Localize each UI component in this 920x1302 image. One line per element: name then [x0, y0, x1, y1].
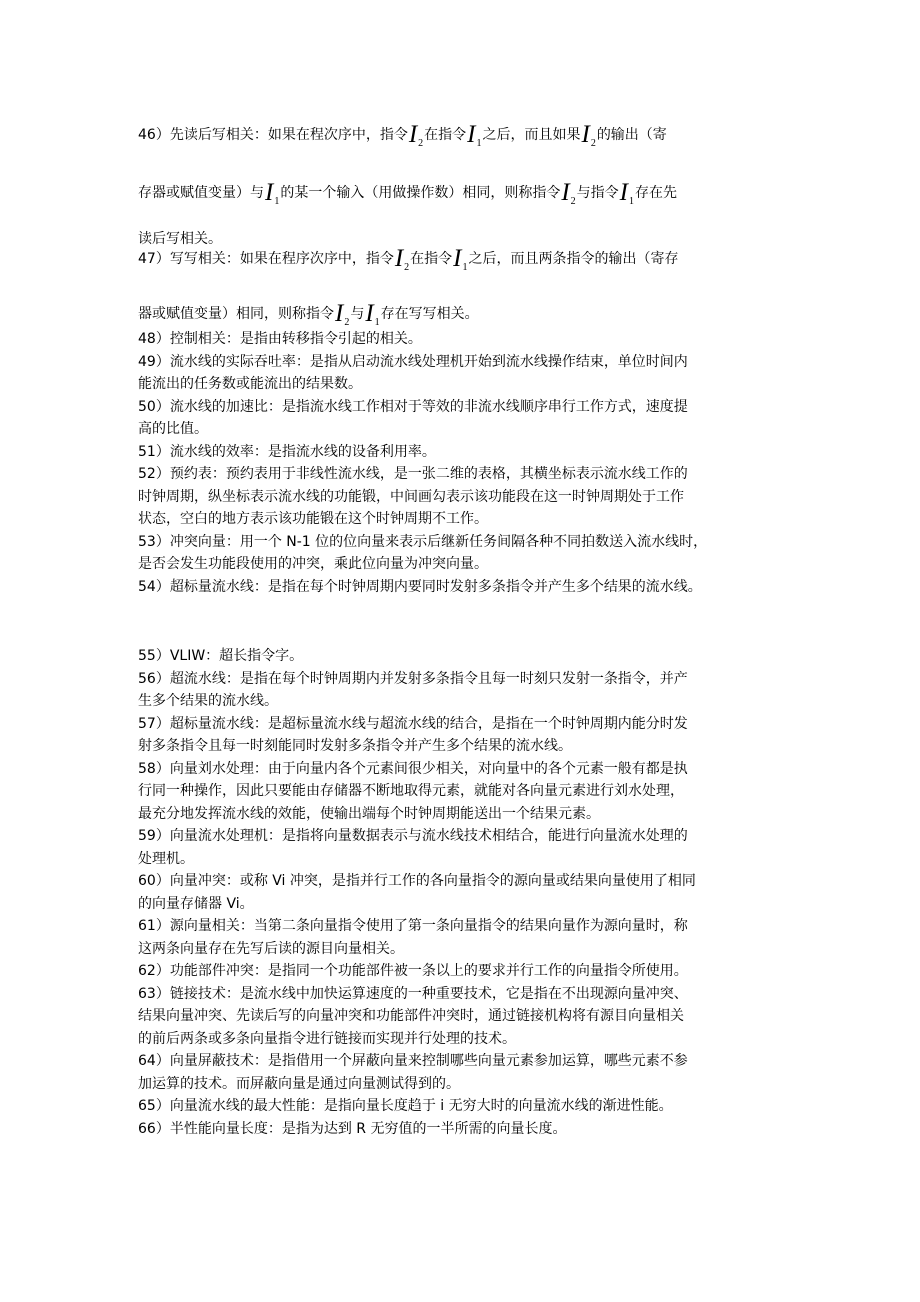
- definition-line: 这两条向量存在先写后读的源目向量相关。: [138, 940, 404, 957]
- var-i2: $I_2$: [581, 121, 596, 149]
- definition-item: [138, 915, 788, 960]
- var-i2: $I_2$: [561, 179, 576, 207]
- definition-line: 60）向量冲突：或称 Vi 冲突，是指并行工作的各向量指令的源向量或结果向量使用了相同: [138, 873, 696, 889]
- definition-line: 53）冲突向量：用一个 N-1 位的位向量来表示后继新任务间隔各种不同拍数送入流水线时，: [138, 533, 708, 550]
- definition-item: [138, 576, 788, 599]
- definition-line: 66）半性能向量长度：是指为达到 R 无穷值的一半所需的向量长度。: [138, 1120, 567, 1137]
- definition-line: 的向量存储器 Vi。: [138, 895, 254, 912]
- var-i1: $I_1$: [619, 179, 634, 207]
- definition-line: 射多条指令且每一时刻能同时发射多条指令并产生多个结果的流水线。: [138, 738, 572, 754]
- text-segment: 47）写写相关：如果在程序次序中，指令: [138, 251, 394, 267]
- definition-item: [138, 1050, 788, 1095]
- text-segment: 存在先: [634, 185, 677, 201]
- definition-line: 生多个结果的流水线。: [138, 693, 278, 709]
- definition-item: [138, 1118, 788, 1141]
- text-segment: 在指令: [410, 251, 453, 267]
- var-i2: $I_2$: [408, 121, 424, 149]
- definition-item: [138, 960, 788, 983]
- definitions-48-54: [138, 328, 788, 598]
- definition-line: 65）向量流水线的最大性能：是指向量长度趋于 i 无穷大时的向量流水线的渐进性能。: [138, 1098, 673, 1114]
- text-segment: 之后，而且两条指令的输出（寄存: [468, 251, 679, 267]
- text-segment: 在指令: [424, 127, 467, 143]
- definition-line: 加运算的技术。而屏蔽向量是通过向量测试得到的。: [138, 1075, 460, 1092]
- definition-line: 结果向量冲突、先读后写的向量冲突和功能部件冲突时，通过链接机构将有源目向量相关: [138, 1008, 684, 1024]
- var-i2: $I_2$: [335, 300, 350, 328]
- definition-line: 48）控制相关：是指由转移指令引起的相关。: [138, 331, 422, 347]
- definition-item: [138, 328, 788, 351]
- text-segment: 存在写写相关。: [380, 306, 479, 322]
- definition-line: 54）超标量流水线：是指在每个时钟周期内要同时发射多条指令并产生多个结果的流水线。: [138, 578, 702, 595]
- var-i1: $I_1$: [365, 300, 380, 328]
- var-i1: $I_1$: [265, 179, 280, 207]
- definition-item: [138, 441, 788, 464]
- definition-line: 49）流水线的实际吞吐率：是指从启动流水线处理机开始到流水线操作结束，单位时间内: [138, 353, 688, 370]
- definition-line: 61）源向量相关：当第二条向量指令使用了第一条向量指令的结果向量作为源向量时，称: [138, 918, 688, 934]
- text-segment: 与指令: [576, 185, 619, 201]
- definition-line: 处理机。: [138, 850, 194, 867]
- definition-line: 58）向量刘水处理：由于向量内各个元素间很少相关，对向量中的各个元素一般有都是执: [138, 760, 688, 777]
- definition-line: 状态，空白的地方表示该功能锻在这个时钟周期不工作。: [138, 511, 488, 527]
- definition-47-line-1: [138, 236, 788, 281]
- definition-item: [138, 396, 788, 441]
- definition-line: 高的比值。: [138, 421, 208, 437]
- definition-line: 能流出的任务数或能流出的结果数。: [138, 376, 362, 392]
- definition-item: [138, 463, 788, 531]
- definition-line: 时钟周期，纵坐标表示流水线的功能锻，中间画勾表示该功能段在这一时钟周期处于工作: [138, 488, 684, 505]
- var-i1: $I_1$: [467, 121, 482, 149]
- definition-item: [138, 668, 788, 713]
- definition-item: [138, 531, 788, 576]
- var-i1: $I_1$: [453, 245, 468, 273]
- definition-line: 59）向量流水处理机：是指将向量数据表示与流水线技术相结合，能进行向量流水处理的: [138, 828, 688, 844]
- definition-46-line-2: [138, 170, 788, 215]
- definition-item: [138, 713, 788, 758]
- definition-line: 57）超标量流水线：是超标量流水线与超流水线的结合，是指在一个时钟周期内能分时发: [138, 715, 688, 732]
- definition-line: 55）VLIW：超长指令字。: [138, 648, 304, 664]
- text-segment: 器或赋值变量）相同，则称指令: [138, 306, 334, 322]
- definition-line: 63）链接技术：是流水线中加快运算速度的一种重要技术，它是指在不出现源向量冲突、: [138, 985, 688, 1002]
- text-segment: 的某一个输入（用做操作数）相同，则称指令: [280, 185, 561, 201]
- definition-line: 51）流水线的效率：是指流水线的设备利用率。: [138, 443, 436, 460]
- definition-line: 64）向量屏蔽技术：是指借用一个屏蔽向量来控制哪些向量元素参加运算，哪些元素不参: [138, 1053, 688, 1069]
- definition-item: [138, 351, 788, 396]
- definition-47: [138, 236, 788, 336]
- definition-item: [138, 983, 788, 1051]
- definition-line: 行同一种操作，因此只要能由存储器不断地取得元素，就能对各向量元素进行刘水处理，: [138, 783, 684, 799]
- definition-item: [138, 870, 788, 915]
- definition-line: 56）超流水线：是指在每个时钟周期内并发射多条指令且每一时刻只发射一条指令，并产: [138, 670, 688, 687]
- definition-item: [138, 825, 788, 870]
- text-segment: 与: [350, 306, 365, 322]
- definition-line: 52）预约表：预约表用于非线性流水线，是一张二维的表格，其横坐标表示流水线工作的: [138, 466, 688, 482]
- text-segment: 46）先读后写相关：如果在程次序中，指令: [138, 127, 408, 143]
- definitions-55-66: [138, 645, 788, 1140]
- definition-line: 50）流水线的加速比：是指流水线工作相对于等效的非流水线顺序串行工作方式，速度提: [138, 398, 688, 415]
- text-segment: 的输出（寄: [596, 127, 667, 143]
- text-segment: 之后，而且如果: [482, 127, 581, 143]
- definition-46-line-3: 读后写相关。: [138, 231, 222, 247]
- var-i2: $I_2$: [394, 245, 410, 273]
- definition-item: [138, 758, 788, 826]
- definition-line: 最充分地发挥流水线的效能，使输出端每个时钟周期能送出一个结果元素。: [138, 805, 600, 822]
- definition-item: [138, 645, 788, 668]
- text-segment: 存器或赋值变量）与: [138, 185, 264, 201]
- definition-item: [138, 1095, 788, 1118]
- definition-line: 是否会发生功能段使用的冲突，乘此位向量为冲突向量。: [138, 556, 488, 572]
- definition-46-line-1: [138, 112, 788, 157]
- definition-line: 62）功能部件冲突：是指同一个功能部件被一条以上的要求并行工作的向量指令所使用。: [138, 963, 688, 979]
- definition-line: 的前后两条或多条向量指令进行链接而实现并行处理的技术。: [138, 1030, 516, 1047]
